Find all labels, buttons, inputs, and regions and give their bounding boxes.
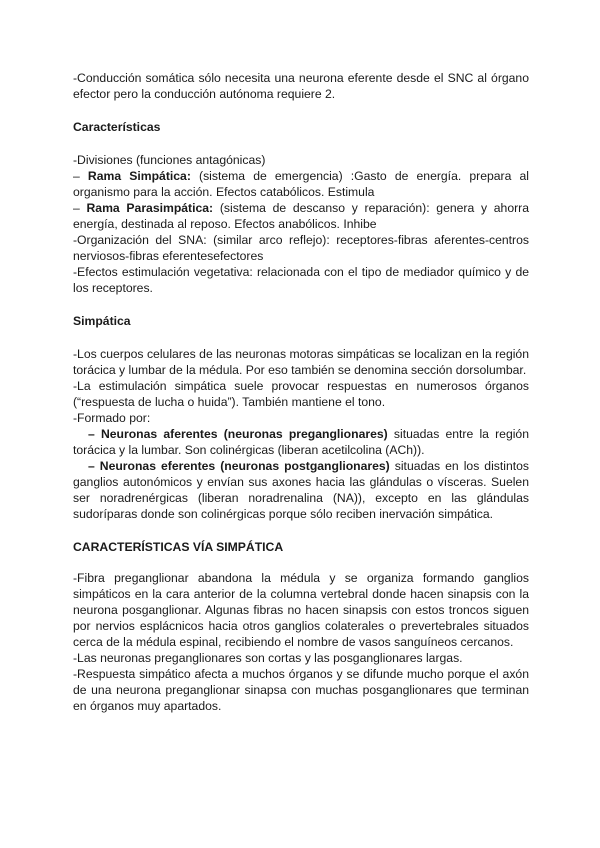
- neuronas-paragraph: -Las neuronas preganglionares son cortas y las posganglionares largas.: [73, 651, 463, 665]
- aferentes-paragraph: [73, 426, 529, 458]
- respuesta-paragraph: -Respuesta simpático afecta a muchos órganos y se difunde mucho porque el axón de una neurona preganglionar sinapsa con muchas posganglionares que terminan en órganos muy apartados.: [73, 667, 529, 713]
- rama-parasimpatica-text: (sistema de descanso y reparación): genera y ahorra energía, destinada al reposo. Efectos anabólicos. Inhibe: [73, 201, 530, 231]
- fibra-paragraph: -Fibra preganglionar abandona la médula y se organiza formando ganglios simpáticos en la cara anterior de la columna vertebral donde hacen sinapsis con la neurona posganglionar. Algunas fibras no hacen sinapsis con estos troncos siguen por nervios esplácnicos hacia otros ganglios colaterales o prevertebrales situados cerca de la médula espinal, recibiendo el nombre de vasos sanguíneos cercanos.: [73, 571, 529, 649]
- heading-caracteristicas: Características: [73, 120, 161, 134]
- estimulacion-paragraph: -La estimulación simpática suele provocar respuestas en numerosos órganos (“respuesta de lucha o huida”). También mantiene el tono.: [73, 379, 529, 409]
- section-caracteristicas: [73, 152, 529, 296]
- document-page: [73, 70, 529, 714]
- aferentes-term: – Neuronas aferentes (neuronas preganglionares): [88, 427, 388, 441]
- rama-parasimpatica-paragraph: [73, 200, 529, 232]
- cuerpos-paragraph: -Los cuerpos celulares de las neuronas motoras simpáticas se localizan en la región torácica y lumbar de la médula. Por eso también se denomina sección dorsolumbar.: [73, 347, 529, 377]
- intro-paragraph: -Conducción somática sólo necesita una neurona eferente desde el SNC al órgano efector pero la conducción autónoma requiere 2.: [73, 71, 529, 101]
- section-via-simpatica: [73, 570, 529, 714]
- formado-line: -Formado por:: [73, 411, 151, 425]
- rama-parasimpatica-term: Rama Parasimpática:: [86, 201, 214, 215]
- eferentes-text: situadas en los distintos ganglios autonómicos y envían sus axones hacia las glándulas o vísceras. Suelen ser noradrenérgicas (liberan noradrenalina (NA)), excepto en las glándulas sudoríparas donde son colinérgicas porque sólo reciben inervación simpática.: [73, 459, 529, 521]
- aferentes-text: situadas entre la región torácica y la lumbar. Son colinérgicas (liberan acetilcolina (ACh)).: [73, 427, 529, 457]
- eferentes-term: – Neuronas eferentes (neuronas postganglionares): [88, 459, 390, 473]
- section-simpatica: [73, 346, 529, 522]
- organizacion-paragraph: -Organización del SNA: (similar arco reflejo): receptores-fibras aferentes-centros nerviosos-fibras eferentesefectores: [73, 233, 529, 263]
- rama-simpatica-term: Rama Simpática:: [87, 169, 191, 183]
- rama-parasimpatica-dash: –: [73, 201, 87, 215]
- rama-simpatica-paragraph: [73, 168, 529, 200]
- rama-simpatica-text: (sistema de emergencia) :Gasto de energía. prepara al organismo para la acción. Efectos catabólicos. Estimula: [73, 169, 529, 199]
- rama-simpatica-dash: –: [73, 169, 88, 183]
- heading-simpatica: Simpática: [73, 314, 131, 328]
- divisiones-line: -Divisiones (funciones antagónicas): [73, 153, 266, 167]
- eferentes-paragraph: [73, 458, 529, 522]
- efectos-paragraph: -Efectos estimulación vegetativa: relacionada con el tipo de mediador químico y de los receptores.: [73, 265, 529, 295]
- heading-via-simpatica: CARACTERÍSTICAS VÍA SIMPÁTICA: [73, 540, 284, 554]
